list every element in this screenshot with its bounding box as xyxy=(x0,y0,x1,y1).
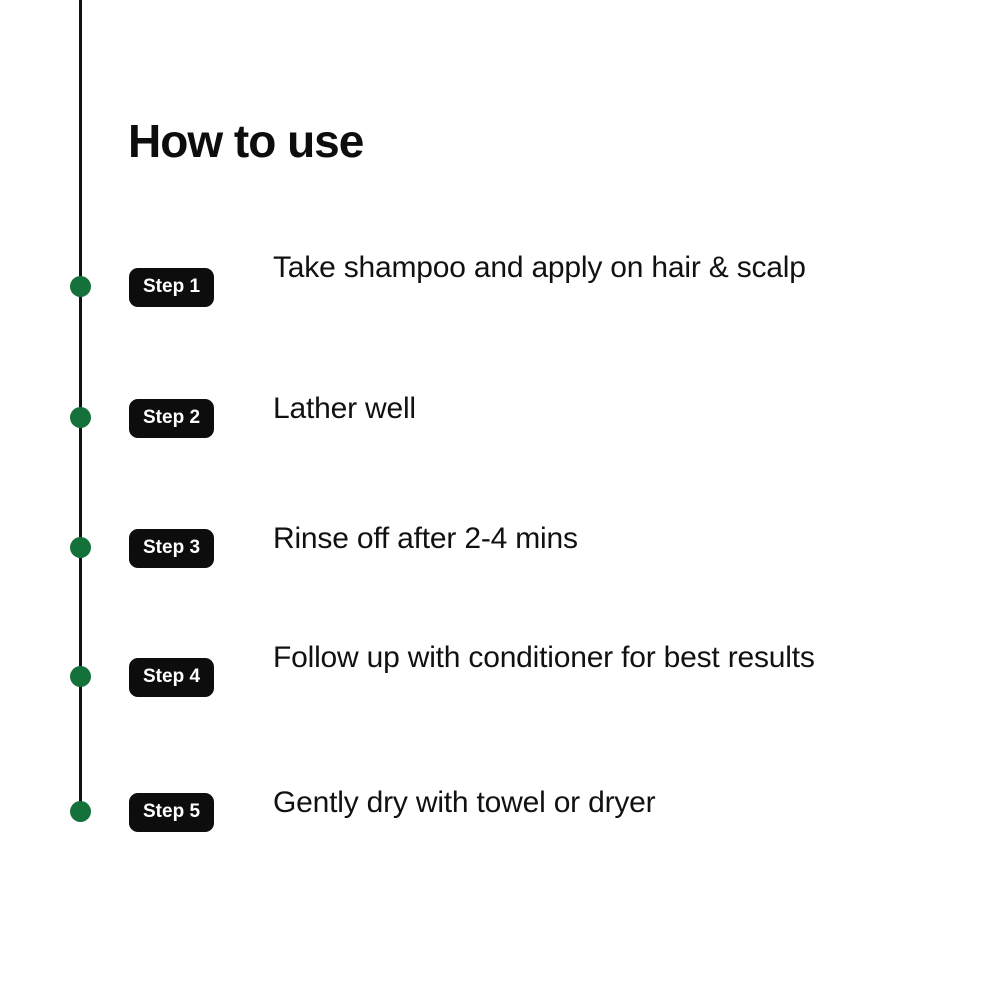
step-badge: Step 2 xyxy=(129,399,214,438)
step-description: Follow up with conditioner for best results xyxy=(273,641,815,674)
step-description: Gently dry with towel or dryer xyxy=(273,786,656,819)
step-row xyxy=(0,638,1000,718)
step-row xyxy=(0,773,1000,853)
page-title: How to use xyxy=(128,115,364,167)
timeline-dot-icon xyxy=(70,666,91,687)
timeline-dot-icon xyxy=(70,537,91,558)
step-badge: Step 1 xyxy=(129,268,214,307)
step-row xyxy=(0,248,1000,328)
timeline-dot-icon xyxy=(70,407,91,428)
timeline-dot-icon xyxy=(70,801,91,822)
step-description: Take shampoo and apply on hair & scalp xyxy=(273,251,806,284)
step-row xyxy=(0,509,1000,589)
step-description: Rinse off after 2-4 mins xyxy=(273,522,578,555)
step-row xyxy=(0,379,1000,459)
timeline-dot-icon xyxy=(70,276,91,297)
step-badge: Step 5 xyxy=(129,793,214,832)
step-description: Lather well xyxy=(273,392,416,425)
step-badge: Step 4 xyxy=(129,658,214,697)
step-badge: Step 3 xyxy=(129,529,214,568)
